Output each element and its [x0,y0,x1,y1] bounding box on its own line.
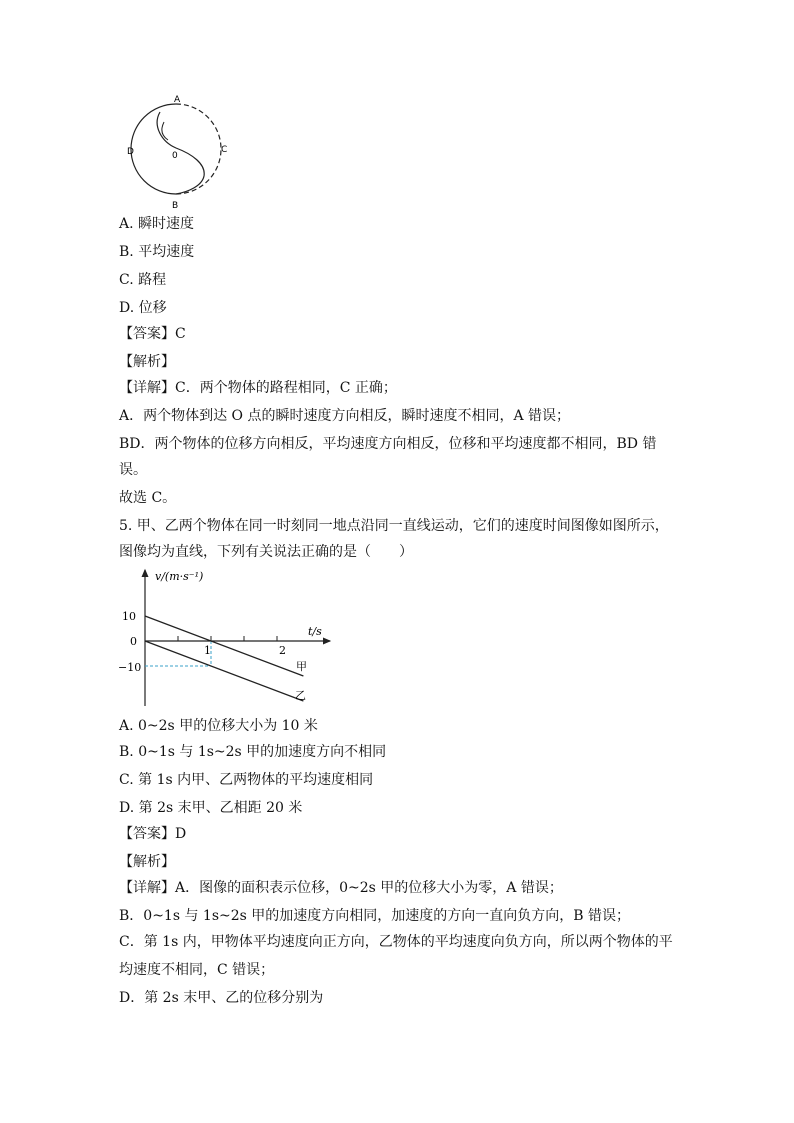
solid-outer-arc [131,104,176,194]
x-tick-label: 1 [204,644,211,657]
q5-analysis-heading: 【解析】 [119,854,175,870]
q4-detail-line: A．两个物体到达 O 点的瞬时速度方向相反，瞬时速度不相同，A 错误； [119,408,571,424]
y-axis-label: v/(m·s⁻¹) [155,570,204,583]
y-tick-label: 10 [122,610,136,623]
velocity-time-graph [118,566,338,712]
label-d: D [127,147,134,157]
circle-path-figure [118,92,248,212]
label-a: A [174,95,181,105]
inner-s-curve [157,112,204,194]
q5-stem-line: 5. 甲、乙两个物体在同一时刻同一地点沿同一直线运动，它们的速度时间图像如图所示， [119,518,669,534]
label-b: B [172,201,179,211]
q5-option-b: B. 0~1s 与 1s~2s 甲的加速度方向不相同 [119,744,387,760]
q4-detail-line: BD．两个物体的位移方向相反，平均速度方向相反，位移和平均速度都不相同，BD 错 [119,436,657,452]
x-tick-label: 2 [279,644,286,657]
q5-detail-line: 均速度不相同，C 错误； [119,962,275,978]
series-label-yi: 乙 [295,689,306,702]
q4-option-b: B. 平均速度 [119,244,195,260]
label-c: C [221,145,228,155]
q4-detail-line: 故选 C。 [119,490,177,506]
q5-detail-line: 【详解】A．图像的面积表示位移，0~2s 甲的位移大小为零，A 错误； [119,880,563,896]
dashed-outer-arc [176,104,221,194]
y-tick-label: −10 [118,661,142,674]
q5-answer: 【答案】D [119,826,187,842]
q4-detail-line: 误。 [119,462,147,478]
q5-option-c: C. 第 1s 内甲、乙两物体的平均速度相同 [119,772,374,788]
q4-option-c: C. 路程 [119,272,167,288]
q4-detail-line: 【详解】C．两个物体的路程相同，C 正确； [119,380,397,396]
q4-analysis-heading: 【解析】 [119,354,175,370]
q4-answer: 【答案】C [119,326,186,342]
q5-detail-line: D．第 2s 末甲、乙的位移分别为 [119,990,324,1006]
q4-option-a: A. 瞬时速度 [119,216,195,232]
q4-option-d: D. 位移 [119,300,167,316]
q5-detail-line: C．第 1s 内，甲物体平均速度向正方向，乙物体的平均速度向负方向，所以两个物体的平 [119,934,673,950]
q5-detail-line: B．0~1s 与 1s~2s 甲的加速度方向相同，加速度的方向一直向负方向，B 错误； [119,908,631,924]
q5-stem-line: 图像均为直线，下列有关说法正确的是（ ） [119,544,413,560]
label-o: 0 [172,151,178,161]
q5-option-d: D. 第 2s 末甲、乙相距 20 米 [119,800,303,816]
series-label-jia: 甲 [296,660,307,673]
x-axis-label: t/s [308,625,322,638]
q5-option-a: A. 0~2s 甲的位移大小为 10 米 [119,718,318,734]
y-tick-label: 0 [130,635,137,648]
